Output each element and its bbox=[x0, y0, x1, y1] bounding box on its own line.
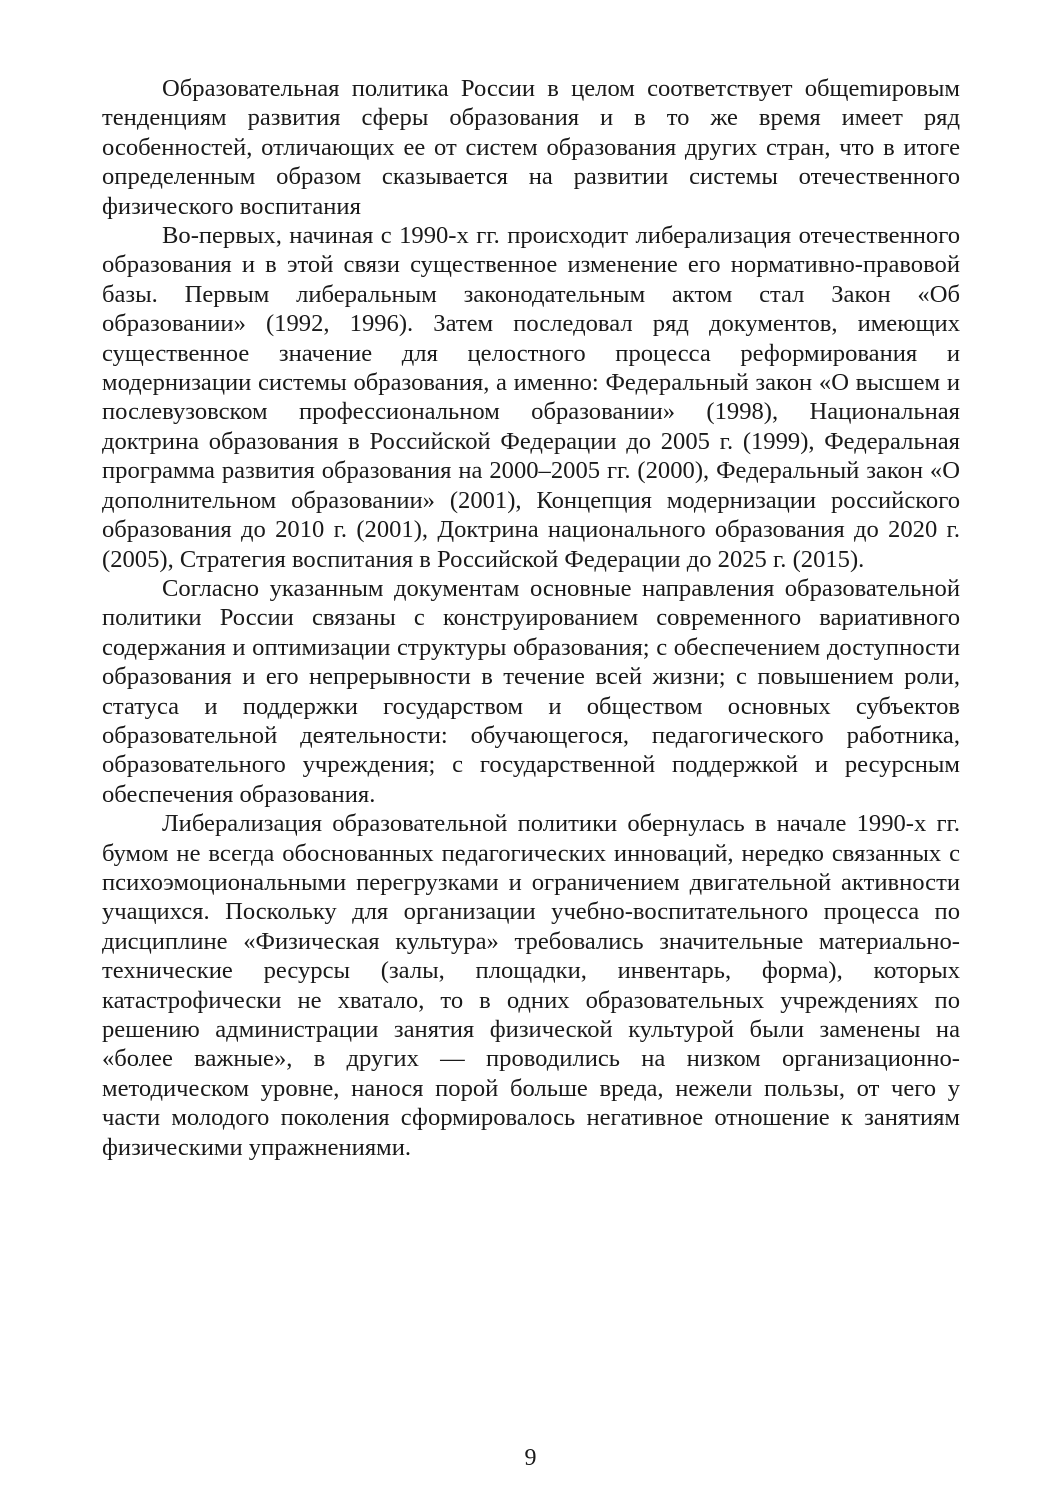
body-text bbox=[102, 74, 960, 1162]
paragraph-4: Либерализация образовательной политики обернулась в начале 1990-х гг. бумом не всегда обоснованных педагогических инноваций, нередко связанных с психоэмоциональными перегрузками и ограничением двигательной активности учащихся. Поскольку для организации учебно-воспитательного процесса по дисциплине «Физическая культура» требовались значительные материально-технические ресурсы (залы, площадки, инвентарь, форма), которых катастрофически не хватало, то в одних образовательных учреждениях по решению администрации занятия физической культурой были заменены на «более важные», в других — проводились на низком организационно-методическом уровне, нанося порой больше вреда, нежели пользы, от чего у части молодого поколения сформировалось негативное отношение к занятиям физическими упражнениями. bbox=[102, 810, 960, 1161]
paragraph-1: Образовательная политика России в целом соответствует общеmировым тенденциям развития сферы образования и в то же время имеет ряд особенностей, отличающих ее от систем образования других стран, что в итоге определенным образом сказывается на развитии системы отечественного физического воспитания bbox=[102, 75, 960, 220]
paragraph-3: Согласно указанным документам основные направления образовательной политики России связаны с конструированием современного вариативного содержания и оптимизации структуры образования; с обеспечением доступности образования и его непрерывности в течение всей жизни; с повышением роли, статуса и поддержки государством и обществом основных субъектов образовательной деятельности: обучающегося, педагогического работника, образовательного учреждения; с государственной поддержкой и ресурсным обеспечения образования. bbox=[102, 574, 960, 808]
paragraph-2: Во-первых, начиная с 1990-х гг. происходит либерализация отечественного образования и в этой связи существенное изменение его нормативно-правовой базы. Первым либеральным законодательным актом стал Закон «Об образовании» (1992, 1996). Затем последовал ряд документов, имеющих существенное значение для целостного процесса реформирования и модернизации системы образования, а именно: Федеральный закон «О высшем и послевузовском профессиональном образовании» (1998), Национальная доктрина образования в Российской Федерации до 2005 г. (1999), Федеральная программа развития образования на 2000–2005 гг. (2000), Федеральный закон «О дополнительном образовании» (2001), Концепция модернизации российского образования до 2010 г. (2001), Доктрина национального образования до 2020 г. (2005), Стратегия воспитания в Российской Федерации до 2025 г. (2015). bbox=[102, 222, 960, 573]
page-number: 9 bbox=[524, 1445, 537, 1471]
